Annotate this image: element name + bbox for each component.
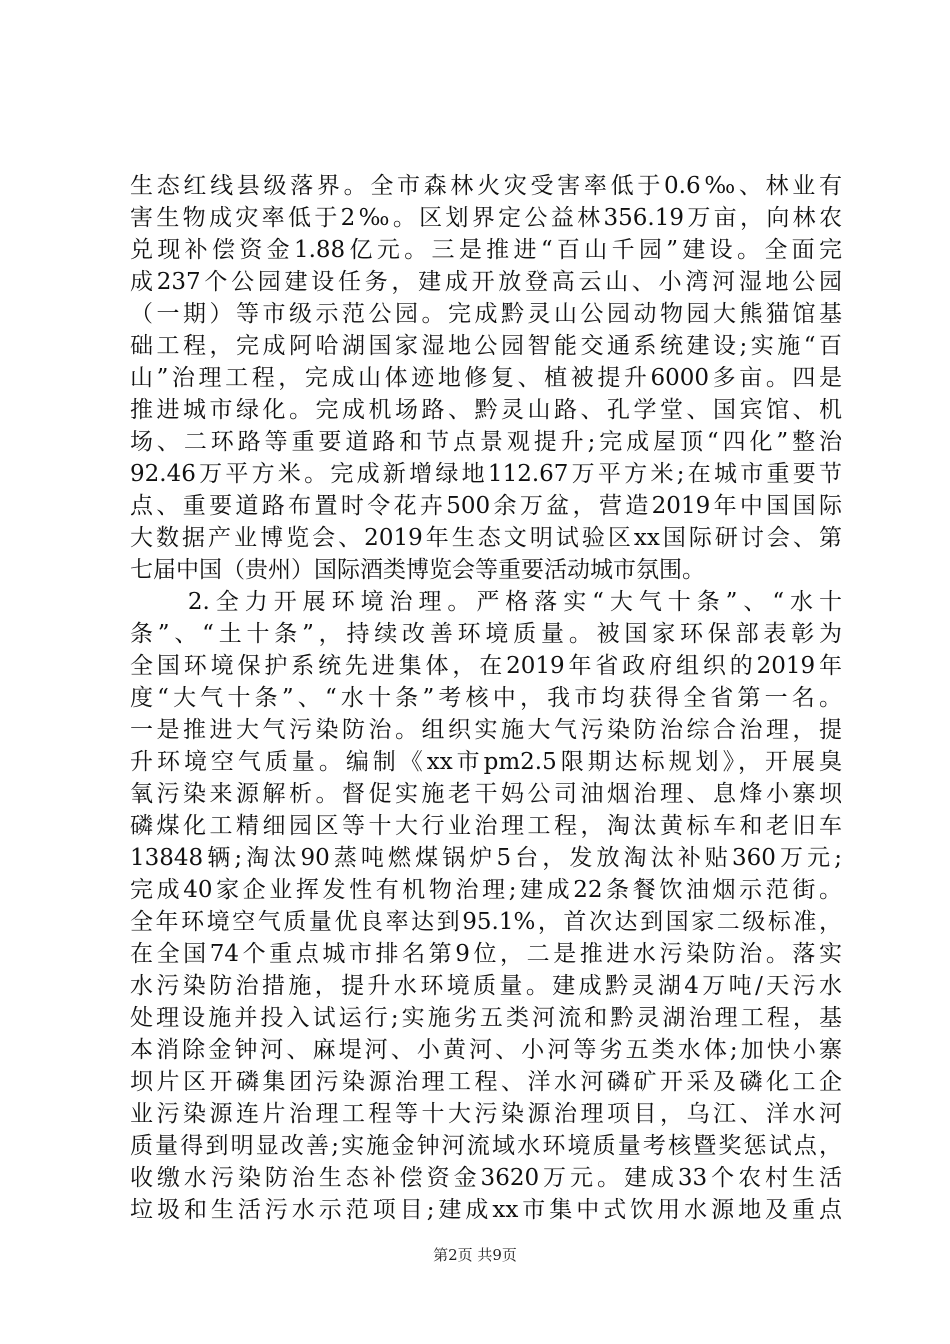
- text-line: 坝片区开磷集团污染源治理工程、洋水河磷矿开采及磷化工企: [130, 1069, 842, 1095]
- text-line: 成237个公园建设任务，建成开放登高云山、小湾河湿地公园: [130, 269, 842, 295]
- text-line: 度“大气十条”、“水十条”考核中，我市均获得全省第一名。: [130, 685, 842, 711]
- text-line: 点、重要道路布置时令花卉500余万盆，营造2019年中国国际: [130, 493, 842, 519]
- page-footer: 第2页 共9页: [433, 1246, 517, 1264]
- text-line: 推进城市绿化。完成机场路、黔灵山路、孔学堂、国宾馆、机: [130, 397, 842, 423]
- text-line: 害生物成灾率低于2‰。区划界定公益林356.19万亩，向林农: [130, 205, 842, 231]
- text-line: 业污染源连片治理工程等十大污染源治理项目，乌江、洋水河: [130, 1101, 842, 1127]
- text-line: （一期）等市级示范公园。完成黔灵山公园动物园大熊猫馆基: [130, 301, 842, 327]
- text-line: 处理设施并投入试运行;实施劣五类河流和黔灵湖治理工程，基: [130, 1005, 842, 1031]
- text-line: 山”治理工程，完成山体迹地修复、植被提升6000多亩。四是: [130, 365, 842, 391]
- text-line: 场、二环路等重要道路和节点景观提升;完成屋顶“四化”整治: [130, 429, 842, 455]
- text-line: 兑现补偿资金1.88亿元。三是推进“百山千园”建设。全面完: [130, 237, 842, 263]
- text-line: 92.46万平方米。完成新增绿地112.67万平方米;在城市重要节: [130, 461, 842, 487]
- text-line: 质量得到明显改善;实施金钟河流域水环境质量考核暨奖惩试点，: [130, 1133, 842, 1159]
- body-text: [130, 170, 842, 1226]
- text-line: 七届中国（贵州）国际酒类博览会等重要活动城市氛围。: [130, 557, 705, 583]
- text-line: 2.全力开展环境治理。严格落实“大气十条”、“水十: [130, 589, 842, 615]
- text-line: 全年环境空气质量优良率达到95.1%，首次达到国家二级标准，: [130, 909, 842, 935]
- text-line: 本消除金钟河、麻堤河、小黄河、小河等劣五类水体;加快小寨: [130, 1037, 842, 1063]
- text-line: 完成40家企业挥发性有机物治理;建成22条餐饮油烟示范街。: [130, 877, 842, 903]
- text-line: 一是推进大气污染防治。组织实施大气污染防治综合治理，提: [130, 717, 842, 743]
- text-line: 氧污染来源解析。督促实施老干妈公司油烟治理、息烽小寨坝: [130, 781, 842, 807]
- text-line: 13848辆;淘汰90蒸吨燃煤锅炉5台，发放淘汰补贴360万元;: [130, 845, 842, 871]
- text-line: 础工程，完成阿哈湖国家湿地公园智能交通系统建设;实施“百: [130, 333, 842, 359]
- text-line: 在全国74个重点城市排名第9位，二是推进水污染防治。落实: [130, 941, 842, 967]
- text-line: 生态红线县级落界。全市森林火灾受害率低于0.6‰、林业有: [130, 173, 842, 199]
- text-line: 全国环境保护系统先进集体，在2019年省政府组织的2019年: [130, 653, 842, 679]
- text-line: 磷煤化工精细园区等十大行业治理工程，淘汰黄标车和老旧车: [130, 813, 842, 839]
- text-line: 垃圾和生活污水示范项目;建成xx市集中式饮用水源地及重点: [130, 1197, 842, 1223]
- text-line: 收缴水污染防治生态补偿资金3620万元。建成33个农村生活: [130, 1165, 842, 1191]
- text-line: 条”、“土十条”，持续改善环境质量。被国家环保部表彰为: [130, 621, 842, 647]
- text-line: 水污染防治措施，提升水环境质量。建成黔灵湖4万吨/天污水: [130, 973, 842, 999]
- text-line: 升环境空气质量。编制《xx市pm2.5限期达标规划》，开展臭: [130, 749, 842, 775]
- text-line: 大数据产业博览会、2019年生态文明试验区xx国际研讨会、第: [130, 525, 842, 551]
